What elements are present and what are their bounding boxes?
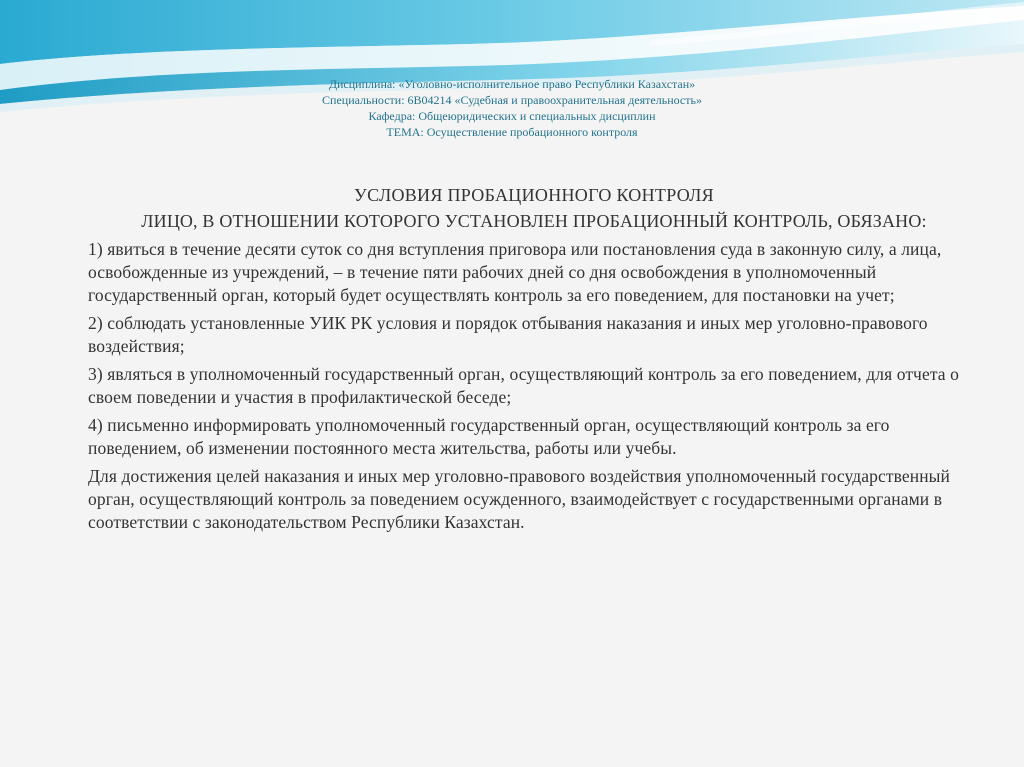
specialty-line: Специальности: 6В04214 «Судебная и правоохранительная деятельность» [322, 93, 702, 107]
closing-paragraph: Для достижения целей наказания и иных мер уголовно-правового воздействия уполномоченный государственный орган, осуществляющий контроль за поведением осужденного, взаимодействует с государственными органами в соответствии с законодательством Республики Казахстан. [88, 466, 950, 532]
topic-line: ТЕМА: Осуществление пробационного контроля [386, 125, 638, 139]
obligation-item-3: 3) являться в уполномоченный государственный орган, осуществляющий контроль за его поведением, для отчета о своем поведении и участия в профилактической беседе; [88, 364, 959, 407]
obligation-item-2: 2) соблюдать установленные УИК РК условия и порядок отбывания наказания и иных мер уголовно-правового воздействия; [88, 313, 928, 356]
slide-header [270, 76, 754, 140]
slide-content [88, 184, 980, 534]
obligation-item-1: 1) явиться в течение десяти суток со дня вступления приговора или постановления суда в законную силу, а лица, освобожденные из учреждений, – в течение пяти рабочих дней со дня освобождения в уполномоченный государственный орган, который будет осуществлять контроль за его поведением, для постановки на учет; [88, 239, 942, 305]
department-line: Кафедра: Общеюридических и специальных дисциплин [368, 109, 656, 123]
discipline-line: Дисциплина: «Уголовно-исполнительное право Республики Казахстан» [328, 77, 696, 91]
obligation-item-4: 4) письменно информировать уполномоченный государственный орган, осуществляющий контроль за его поведением, об изменении постоянного места жительства, работы или учебы. [88, 415, 890, 458]
content-title: УСЛОВИЯ ПРОБАЦИОННОГО КОНТРОЛЯ [354, 185, 714, 205]
content-subtitle: ЛИЦО, В ОТНОШЕНИИ КОТОРОГО УСТАНОВЛЕН ПРОБАЦИОННЫЙ КОНТРОЛЬ, ОБЯЗАНО: [141, 211, 927, 231]
